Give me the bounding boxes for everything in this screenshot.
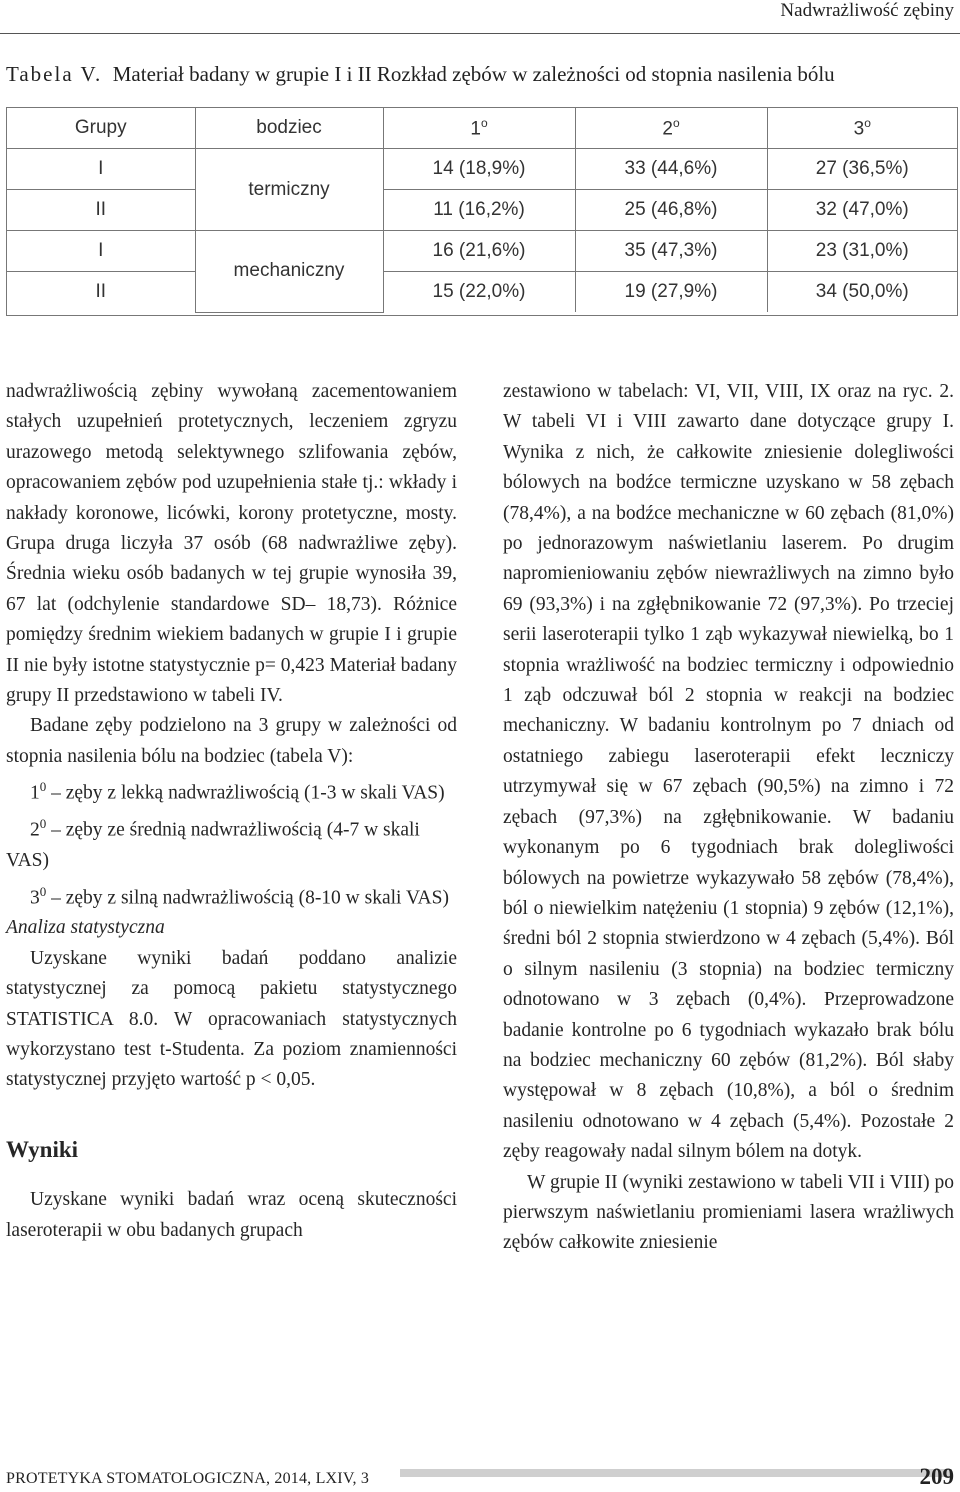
paragraph: zestawiono w tabelach: VI, VII, VIII, IX oraz na ryc. 2. W tabeli VI i VIII zawarto dane dotyczące grupy I. Wynika z nich, że całkowite zniesienie dolegliwości bólowych na bodźce termiczne uzyskano w 58 zębach (78,4%), a na bodźce mechaniczne w 60 zębach (81,0%) po jednorazowym naświetlaniu laserem. Po drugim napromieniowaniu zębów niewrażliwych na zimno było 69 (93,3%) i na zgłębnikowanie 72 (97,3%). Po trzeciej serii laseroterapii tylko 1 ząb wykazywał niewielką, bo 1 stopnia wrażliwość na bodziec termiczny i odpowiednio 1 ząb odczuwał ból 2 stopnia w reakcji na bodziec mechaniczny. W badaniu kontrolnym po 7 dniach od ostatniego zabiegu laseroterapii efekt leczniczy utrzymywał się w 67 zębach (90,5%) na zimno i 72 zębach (97,3%) na zgłębnikowanie. W badaniu wykonanym po 6 tygodniach brak dolegliwości bólowych na powietrze wykazywało 58 zębów (78,4%), ból o niewielkim natężeniu (1 stopnia) 9 zębów (12,1%), średni ból 2 stopnia stwierdzono w 4 zębach (5,4%). Ból o silnym nasileniu (3 stopnia) na bodziec termiczny odnotowano w 3 zębach (0,4%). Przeprowadzone badanie kontrolne po 6 tygodniach wykazało brak bólu na bodziec mechaniczny 60 zębów (81,2%). Ból słaby występował w 8 zębach (10,8%), a ból o średnim nasileniu odnotowano w 4 zębach (5,4%). Pozostałe 2 zęby reagowały nadal silnym bólem na dotyk. xyxy=(503,381,954,1163)
header-degree-1: 1$^o$ xyxy=(383,108,575,149)
cell-value: 34 (50,0%) xyxy=(767,272,957,313)
header-stimulus: bodziec xyxy=(195,108,383,149)
table-row xyxy=(7,149,957,190)
cell-value: 19 (27,9%) xyxy=(575,272,767,313)
table-caption-label: Tabela V. xyxy=(6,62,103,86)
paragraph: nadwrażliwością zębiny wywołaną zacementowaniem stałych uzupełnień protetycznych, leczeniem zgryzu urazowego metodą selektywnego szlifowania zębów, opracowaniem zębów pod uzupełnienia stałe tj.: wkłady i nakłady koronowe, licówki, korony protetyczne, mosty. Grupa druga liczyła 37 osób (68 nadwrażliwe zęby). Średnia wieku osób badanych w tej grupie wynosiła 39, 67 lat (odchylenie standardowe SD– 18,73). Różnice pomiędzy średnim wiekiem badanych w grupie I i grupie II nie były istotne statystycznie p= 0,423 Materiał badany grupy II przedstawiono w tabeli IV. xyxy=(6,381,457,707)
cell-value: 33 (44,6%) xyxy=(575,149,767,190)
results-table xyxy=(6,107,958,316)
paragraph: W grupie II (wyniki zestawiono w tabeli VII i VIII) po pierwszym naświetlaniu promieniami lasera wrażliwych zębów całkowite zniesienie xyxy=(503,1171,954,1254)
table-header-row xyxy=(7,108,957,149)
running-header: Nadwrażliwość zębiny xyxy=(780,0,954,21)
header-degree-2: 2$^o$ xyxy=(575,108,767,149)
header-degree-3: 3$^o$ xyxy=(767,108,957,149)
cell-value: 27 (36,5%) xyxy=(767,149,957,190)
cell-value: 16 (21,6%) xyxy=(383,231,575,272)
cell-value: 25 (46,8%) xyxy=(575,190,767,231)
table-row xyxy=(7,190,957,231)
paragraph: Uzyskane wyniki badań wraz oceną skuteczności laseroterapii w obu badanych grupach xyxy=(6,1189,457,1241)
cell-value: 15 (22,0%) xyxy=(383,272,575,313)
cell-group: I xyxy=(7,149,195,190)
paragraph: Uzyskane wyniki badań poddano analizie statystycznej za pomocą pakietu statystycznego STATISTICA 8.0. W opracowaniach statystycznych wykorzystano test t-Studenta. Za poziom znamienności statystycznej przyjęto wartość p < 0,05. xyxy=(6,947,457,1091)
table-row xyxy=(7,272,957,313)
left-column xyxy=(6,377,457,1246)
footer-rule xyxy=(400,1469,952,1477)
cell-group: II xyxy=(7,190,195,231)
header-rule xyxy=(0,33,960,34)
cell-group: II xyxy=(7,272,195,313)
cell-value: 11 (16,2%) xyxy=(383,190,575,231)
list-item: $1^0$ – zęby z lekką nadwrażliwością (1-3 w skali VAS) xyxy=(30,779,445,804)
section-heading: Wyniki xyxy=(6,1136,79,1162)
cell-group: I xyxy=(7,231,195,272)
page-number: 209 xyxy=(919,1464,954,1489)
table-caption-text: Materiał badany w grupie I i II Rozkład zębów w zależności od stopnia nasilenia bólu xyxy=(112,62,835,86)
table-caption xyxy=(6,61,835,87)
table-row xyxy=(7,231,957,272)
list-item: $2^0$ – zęby ze średnią nadwrażliwością (4-7 w skali VAS) xyxy=(6,816,420,872)
header-group: Grupy xyxy=(7,108,195,149)
cell-stimulus: mechaniczny xyxy=(195,231,383,313)
footer-journal: PROTETYKA STOMATOLOGICZNA, 2014, LXIV, 3 xyxy=(6,1470,370,1487)
list-item: $3^0$ – zęby z silną nadwrażliwością (8-10 w skali VAS) xyxy=(30,883,449,908)
paragraph: Badane zęby podzielono na 3 grupy w zależności od stopnia nasilenia bólu na bodziec (tabela V): xyxy=(6,715,457,767)
cell-value: 14 (18,9%) xyxy=(383,149,575,190)
cell-value: 35 (47,3%) xyxy=(575,231,767,272)
cell-stimulus: termiczny xyxy=(195,149,383,231)
cell-value: 23 (31,0%) xyxy=(767,231,957,272)
cell-value: 32 (47,0%) xyxy=(767,190,957,231)
right-column xyxy=(503,377,954,1259)
subsection-heading: Analiza statystyczna xyxy=(6,917,165,939)
